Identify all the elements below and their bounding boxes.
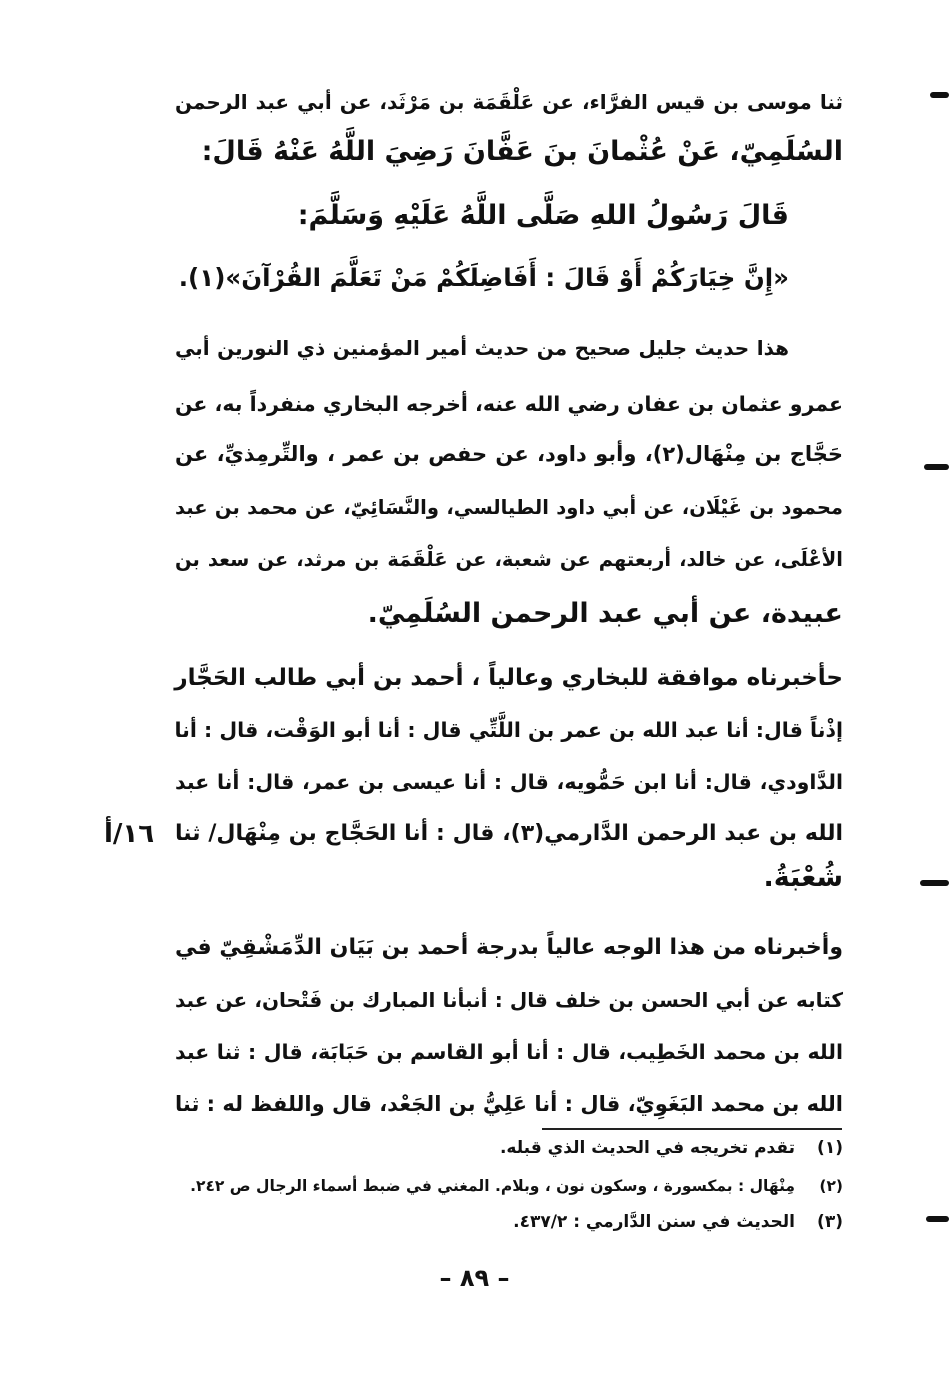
footnote-text: مِنْهَال : بمكسورة ، وسكون نون ، وبلام. المغني في ضبط أسماء الرجال ص ٢٤٢. [190,1177,795,1195]
text-line: السُلَمِيّ، عَنْ عُثْمانَ بنَ عَفَّانَ رَضِيَ اللَّهُ عَنْهُ قَالَ: [201,136,843,167]
footnote-number: (١) [817,1138,843,1158]
text-line: الله بن محمد الخَطِيب، قال : أنا أبو القاسم بن حَبَابَة، قال : ثنا عبد [175,1040,843,1064]
text-line: قَالَ رَسُولُ اللهِ صَلَّى اللَّهُ عَلَيْهِ وَسَلَّمَ: [297,200,789,231]
text-line: الدَّاودي، قال: أنا ابن حَمُّويه، قال : أنا عيسى بن عمر، قال: أنا عبد [175,770,843,794]
text-line: الله بن عبد الرحمن الدَّارمي(٣)، قال : أنا الحَجَّاج بن مِنْهَال/ ثنا [175,821,843,846]
edge-mark [920,880,949,886]
text-line: هذا حديث جليل صحيح من حديث أمير المؤمنين ذي النورين أبي [175,336,789,360]
page-number: – ٨٩ – [439,1264,510,1292]
footnote [183,1208,843,1236]
edge-mark [926,1216,949,1222]
footnote-text: تقدم تخريجه في الحديث الذي قبله. [499,1138,795,1158]
text-line: ثنا موسى بن قيس الفرَّاء، عن عَلْقَمَة بن مَرْثَد، عن أبي عبد الرحمن [175,90,843,114]
text-line: إذْناً قال: أنا عبد الله بن عمر بن اللَّتِّي قال : أنا أبو الوَقْت، قال : أنا [174,718,843,742]
footnote [183,1134,843,1162]
edge-mark [924,464,949,470]
text-line: عبيدة، عن أبي عبد الرحمن السُلَمِيّ. [367,598,843,629]
edge-mark [930,92,949,98]
text-line: الأعْلَى، عن خالد، أربعتهم عن شعبة، عن عَلْقَمَة بن مرثد، عن سعد بن [175,548,843,571]
text-line: «إِنَّ خِيَارَكُمْ أَوْ قَالَ : أَفَاضِلَكُمْ مَنْ تَعَلَّمَ القُرْآنَ»(١). [178,263,789,292]
text-line: حأخبرناه موافقة للبخاري وعالياً ، أحمد بن أبي طالب الحَجَّار [174,665,843,691]
text-line: الله بن محمد البَغَوِيّ، قال : أنا عَلِيُّ بن الجَعْد، قال واللفظ له : ثنا [175,1092,843,1116]
text-line: محمود بن غَيْلَان، عن أبي داود الطيالسي، والنَّسَائِيّ، عن محمد بن عبد [175,496,843,519]
folio-marginal-note: ١٦/أ [104,819,155,849]
footnote [183,1172,843,1200]
footnote-separator [542,1128,842,1130]
text-line: عمرو عثمان بن عفان رضي الله عنه، أخرجه البخاري منفرداً به، عن [174,392,843,416]
text-line: حَجَّاج بن مِنْهَال(٢)، وأبو داود، عن حفص بن عمر ، والتِّرمِذيِّ، عن [175,442,843,466]
footnote-number: (٢) [819,1177,843,1195]
text-line: شُعْبَةُ. [763,862,843,893]
text-line: وأخبرناه من هذا الوجه عالياً بدرجة أحمد بن بَيَان الدِّمَشْقِيّ في [175,935,843,960]
text-line: كتابه عن أبي الحسن بن خلف قال : أنبأنا المبارك بن فَتْحان، عن عبد [175,988,843,1012]
footnote-text: الحديث في سنن الدَّارمي : ٤٣٧/٢. [513,1212,795,1232]
footnote-number: (٣) [817,1212,843,1232]
